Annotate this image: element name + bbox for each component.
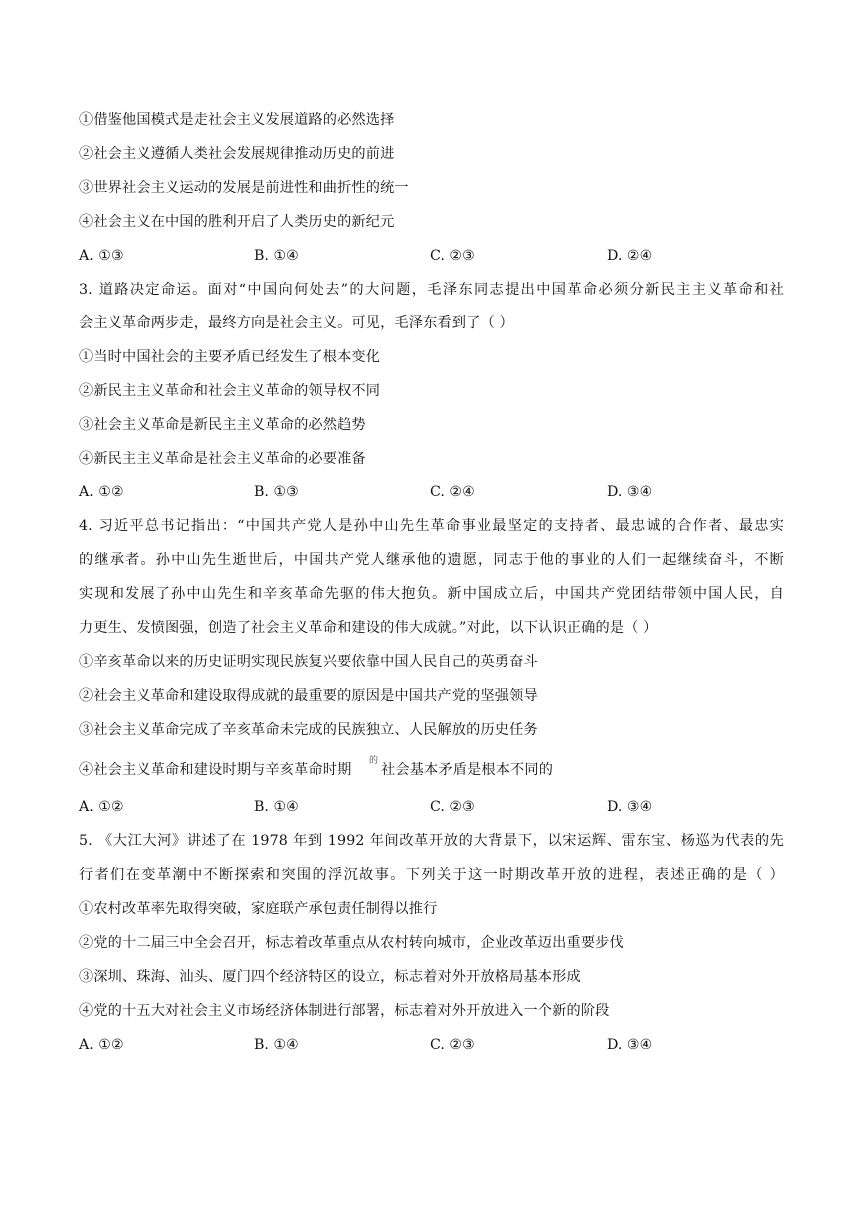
q5-item-4: ④党的十五大对社会主义市场经济体制进行部署，标志着对外开放进入一个新的阶段 — [79, 1003, 610, 1019]
q4-item-4-part-2: 社会基本矛盾是根本不同的 — [381, 762, 554, 778]
q3-stem-line-2: 会主义革命两步走，最终方向是社会主义。可见，毛泽东看到了（ ） — [79, 315, 514, 331]
q2-option-d: D. ②④ — [607, 248, 653, 264]
q3-stem-line-1: 3. 道路决定命运。面对“中国向何处去”的大问题，毛泽东同志提出中国革命必须分新民主主义革命和社 — [79, 282, 784, 298]
q4-stem-line-3: 实现和发展了孙中山先生和辛亥革命先驱的伟大抱负。新中国成立后，中国共产党团结带领中国人民，自 — [79, 586, 784, 602]
q5-option-d: D. ③④ — [607, 1037, 653, 1053]
q4-option-b: B. ①④ — [254, 799, 299, 815]
q3-item-4: ④新民主主义革命是社会主义革命的必要准备 — [79, 451, 366, 467]
q4-option-d: D. ③④ — [607, 799, 653, 815]
q3-option-a: A. ①② — [79, 484, 124, 500]
q5-option-a: A. ①② — [79, 1037, 124, 1053]
q4-item-2: ②社会主义革命和建设取得成就的最重要的原因是中国共产党的坚强领导 — [79, 688, 538, 704]
q2-option-a: A. ①③ — [79, 248, 124, 264]
q2-option-b: B. ①④ — [254, 248, 299, 264]
q4-option-c: C. ②③ — [430, 799, 475, 815]
q4-stray-character: 的 — [369, 756, 379, 766]
q4-item-1: ①辛亥革命以来的历史证明实现民族复兴要依靠中国人民自己的英勇奋斗 — [79, 654, 538, 670]
q5-stem-line-1: 5. 《大江大河》讲述了在 1978 年到 1992 年间改革开放的大背景下，以宋运辉、雷东宝、杨巡为代表的先 — [79, 833, 784, 849]
q5-option-b: B. ①④ — [254, 1037, 299, 1053]
q2-option-c: C. ②③ — [430, 248, 475, 264]
q2-item-4: ④社会主义在中国的胜利开启了人类历史的新纪元 — [79, 214, 395, 230]
q3-item-2: ②新民主主义革命和社会主义革命的领导权不同 — [79, 383, 381, 399]
q2-item-3: ③世界社会主义运动的发展是前进性和曲折性的统一 — [79, 180, 409, 196]
q2-item-1: ①借鉴他国模式是走社会主义发展道路的必然选择 — [79, 112, 395, 128]
q4-item-3: ③社会主义革命完成了辛亥革命未完成的民族独立、人民解放的历史任务 — [79, 722, 538, 738]
q4-option-a: A. ①② — [79, 799, 124, 815]
q5-item-3: ③深圳、珠海、汕头、厦门四个经济特区的设立，标志着对外开放格局基本形成 — [79, 969, 581, 985]
q5-stem-line-2: 行者们在变革潮中不断探索和突围的浮沉故事。下列关于这一时期改革开放的进程，表述正确的是（ ） — [79, 867, 784, 883]
q5-item-2: ②党的十二届三中全会召开，标志着改革重点从农村转向城市，企业改革迈出重要步伐 — [79, 935, 624, 951]
q4-item-4-part-1: ④社会主义革命和建设时期与辛亥革命时期 — [79, 762, 352, 778]
q3-item-1: ①当时中国社会的主要矛盾已经发生了根本变化 — [79, 349, 381, 365]
q3-option-c: C. ②④ — [430, 484, 475, 500]
q4-stem-line-1: 4. 习近平总书记指出：“中国共产党人是孙中山先生革命事业最坚定的支持者、最忠诚的合作者、最忠实 — [79, 518, 784, 534]
q4-stem-line-4: 力更生、发愤图强，创造了社会主义革命和建设的伟大成就。”对此，以下认识正确的是（ ） — [79, 620, 658, 636]
q4-stem-line-2: 的继承者。孙中山先生逝世后，中国共产党人继承他的遗愿，同志于他的事业的人们一起继续奋斗，不断 — [79, 552, 784, 568]
q3-option-b: B. ①③ — [254, 484, 299, 500]
q3-option-d: D. ③④ — [607, 484, 653, 500]
q5-item-1: ①农村改革率先取得突破，家庭联产承包责任制得以推行 — [79, 901, 438, 917]
q3-item-3: ③社会主义革命是新民主主义革命的必然趋势 — [79, 417, 366, 433]
q5-option-c: C. ②③ — [430, 1037, 475, 1053]
q2-item-2: ②社会主义遵循人类社会发展规律推动历史的前进 — [79, 146, 395, 162]
